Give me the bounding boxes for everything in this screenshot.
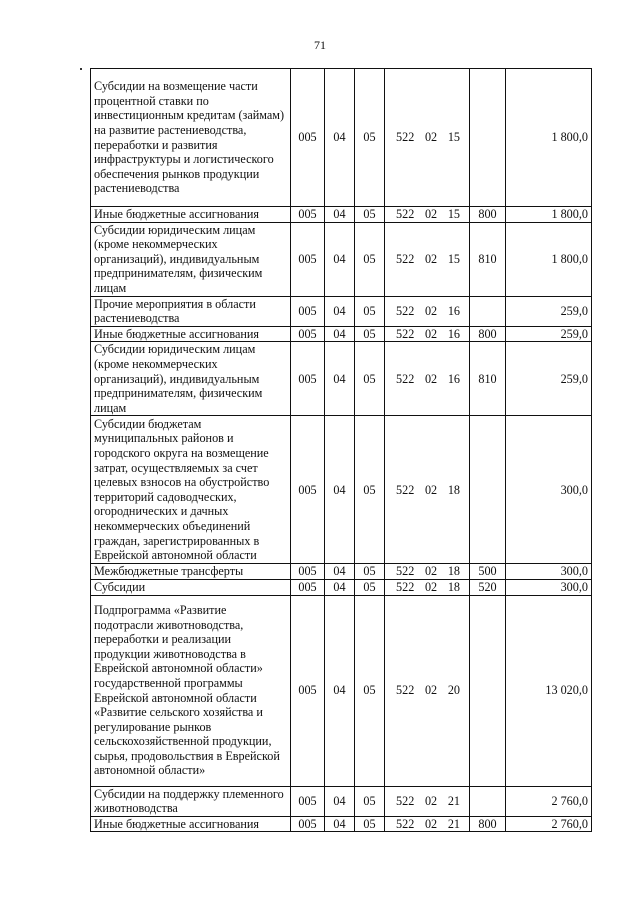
page-number: 71 <box>314 38 326 52</box>
subsection-code: 05 <box>355 342 385 416</box>
target-code-part: 522 <box>396 793 415 808</box>
target-code-part: 522 <box>396 816 415 831</box>
expense-type-code: 810 <box>470 222 506 296</box>
table-row <box>91 222 592 296</box>
target-code-part: 02 <box>424 579 438 594</box>
target-code-part: 21 <box>447 816 460 831</box>
target-code-part: 522 <box>396 564 415 579</box>
target-code <box>385 595 470 786</box>
target-code <box>385 296 470 326</box>
ministry-code: 005 <box>291 579 325 595</box>
target-code-part: 522 <box>396 251 415 266</box>
target-code <box>385 564 470 580</box>
amount: 300,0 <box>506 579 592 595</box>
table-row <box>91 416 592 564</box>
row-name: Субсидии бюджетам муниципальных районов и городского округа на возмещение затрат, осуществляемых за счет целевых взносов на обустройство территорий садоводческих, огороднических и дачных некоммерческих объединений граждан, зарегистрированных в Еврейской автономной области <box>91 416 291 564</box>
target-code <box>385 786 470 816</box>
target-code-parts <box>388 483 466 498</box>
target-code <box>385 342 470 416</box>
expense-type-code: 810 <box>470 342 506 416</box>
target-code-part: 18 <box>447 579 460 594</box>
subsection-code: 05 <box>355 579 385 595</box>
target-code-part: 02 <box>424 303 438 318</box>
target-code-part: 02 <box>424 207 438 221</box>
target-code-parts <box>388 372 466 387</box>
target-code-part: 522 <box>396 326 415 341</box>
target-code-parts <box>388 817 466 832</box>
row-name: Субсидии на возмещение части процентной ставки по инвестиционным кредитам (займам) на развитие растениеводства, переработки и развития инфраструктуры и логистического обеспечения рынков продукции растениеводства <box>91 69 291 207</box>
target-code-part: 522 <box>396 683 415 698</box>
ministry-code: 005 <box>291 342 325 416</box>
budget-table <box>90 68 592 832</box>
table-row <box>91 69 592 207</box>
budget-table-body <box>91 69 592 832</box>
table-row <box>91 564 592 580</box>
target-code-part: 02 <box>424 326 438 341</box>
target-code <box>385 222 470 296</box>
target-code-parts <box>388 683 466 698</box>
target-code-part: 02 <box>424 371 438 386</box>
section-code: 04 <box>325 296 355 326</box>
amount: 2 760,0 <box>506 816 592 832</box>
ministry-code: 005 <box>291 595 325 786</box>
expense-type-code <box>470 786 506 816</box>
section-code: 04 <box>325 595 355 786</box>
section-code: 04 <box>325 207 355 223</box>
table-row <box>91 342 592 416</box>
target-code-part: 522 <box>396 130 415 145</box>
table-row <box>91 595 592 786</box>
expense-type-code: 500 <box>470 564 506 580</box>
section-code: 04 <box>325 416 355 564</box>
expense-type-code <box>470 69 506 207</box>
row-name: Иные бюджетные ассигнования <box>91 326 291 342</box>
amount: 300,0 <box>506 564 592 580</box>
ministry-code: 005 <box>291 564 325 580</box>
section-code: 04 <box>325 564 355 580</box>
target-code-part: 21 <box>447 793 460 808</box>
subsection-code: 05 <box>355 786 385 816</box>
target-code <box>385 816 470 832</box>
target-code-parts <box>388 130 466 145</box>
table-row <box>91 326 592 342</box>
target-code-part: 15 <box>447 251 460 266</box>
expense-type-code: 800 <box>470 816 506 832</box>
amount: 300,0 <box>506 416 592 564</box>
expense-type-code: 800 <box>470 207 506 223</box>
amount: 259,0 <box>506 342 592 416</box>
target-code-part: 02 <box>424 683 438 698</box>
target-code-part: 15 <box>447 130 460 145</box>
target-code-part: 522 <box>396 207 415 221</box>
target-code-part: 02 <box>424 251 438 266</box>
target-code <box>385 416 470 564</box>
target-code-part: 02 <box>424 482 438 497</box>
section-code: 04 <box>325 342 355 416</box>
target-code-part: 02 <box>424 564 438 579</box>
row-name: Субсидии юридическим лицам (кроме некоммерческих организаций), индивидуальным предпринимателям, физическим лицам <box>91 222 291 296</box>
target-code-part: 522 <box>396 303 415 318</box>
subsection-code: 05 <box>355 595 385 786</box>
target-code <box>385 207 470 223</box>
ministry-code: 005 <box>291 222 325 296</box>
table-row <box>91 786 592 816</box>
target-code-part: 02 <box>424 793 438 808</box>
target-code-part: 18 <box>447 482 460 497</box>
ministry-code: 005 <box>291 69 325 207</box>
row-name: Субсидии юридическим лицам (кроме некоммерческих организаций), индивидуальным предпринимателям, физическим лицам <box>91 342 291 416</box>
target-code-parts <box>388 327 466 342</box>
expense-type-code <box>470 296 506 326</box>
target-code-parts <box>388 304 466 319</box>
ministry-code: 005 <box>291 816 325 832</box>
ministry-code: 005 <box>291 296 325 326</box>
section-code: 04 <box>325 786 355 816</box>
subsection-code: 05 <box>355 296 385 326</box>
amount: 259,0 <box>506 326 592 342</box>
amount: 13 020,0 <box>506 595 592 786</box>
target-code-part: 522 <box>396 482 415 497</box>
target-code-part: 16 <box>447 371 460 386</box>
target-code-part: 15 <box>447 207 460 221</box>
subsection-code: 05 <box>355 69 385 207</box>
target-code-part: 16 <box>447 326 460 341</box>
target-code-part: 02 <box>424 130 438 145</box>
target-code-parts <box>388 564 466 579</box>
expense-type-code: 800 <box>470 326 506 342</box>
target-code-parts <box>388 794 466 809</box>
ministry-code: 005 <box>291 416 325 564</box>
section-code: 04 <box>325 816 355 832</box>
row-name: Межбюджетные трансферты <box>91 564 291 580</box>
subsection-code: 05 <box>355 564 385 580</box>
row-name: Субсидии <box>91 579 291 595</box>
row-name: Субсидии на поддержку племенного животноводства <box>91 786 291 816</box>
amount: 1 800,0 <box>506 222 592 296</box>
subsection-code: 05 <box>355 207 385 223</box>
row-name: Прочие мероприятия в области растениеводства <box>91 296 291 326</box>
ministry-code: 005 <box>291 207 325 223</box>
target-code-parts <box>388 207 466 222</box>
ministry-code: 005 <box>291 786 325 816</box>
amount: 1 800,0 <box>506 207 592 223</box>
target-code-part: 18 <box>447 564 460 579</box>
target-code-parts <box>388 580 466 595</box>
target-code-part: 20 <box>447 683 460 698</box>
margin-mark <box>80 68 82 70</box>
target-code-part: 02 <box>424 816 438 831</box>
subsection-code: 05 <box>355 222 385 296</box>
target-code-part: 522 <box>396 579 415 594</box>
amount: 1 800,0 <box>506 69 592 207</box>
table-row <box>91 296 592 326</box>
expense-type-code <box>470 595 506 786</box>
amount: 2 760,0 <box>506 786 592 816</box>
table-row <box>91 579 592 595</box>
subsection-code: 05 <box>355 326 385 342</box>
target-code-parts <box>388 252 466 267</box>
ministry-code: 005 <box>291 326 325 342</box>
row-name: Иные бюджетные ассигнования <box>91 207 291 223</box>
target-code <box>385 579 470 595</box>
row-name: Подпрограмма «Развитие подотрасли животноводства, переработки и реализации продукции животноводства в Еврейской автономной области» государственной программы Еврейской автономной области «Развитие сельского хозяйства и регулирование рынков сельскохозяйственной продукции, сырья, продовольствия в Еврейской автономной области» <box>91 595 291 786</box>
target-code-part: 522 <box>396 371 415 386</box>
expense-type-code: 520 <box>470 579 506 595</box>
amount: 259,0 <box>506 296 592 326</box>
subsection-code: 05 <box>355 816 385 832</box>
target-code <box>385 326 470 342</box>
expense-type-code <box>470 416 506 564</box>
section-code: 04 <box>325 579 355 595</box>
table-row <box>91 207 592 223</box>
subsection-code: 05 <box>355 416 385 564</box>
section-code: 04 <box>325 326 355 342</box>
section-code: 04 <box>325 69 355 207</box>
row-name: Иные бюджетные ассигнования <box>91 816 291 832</box>
target-code <box>385 69 470 207</box>
section-code: 04 <box>325 222 355 296</box>
table-row <box>91 816 592 832</box>
target-code-part: 16 <box>447 303 460 318</box>
